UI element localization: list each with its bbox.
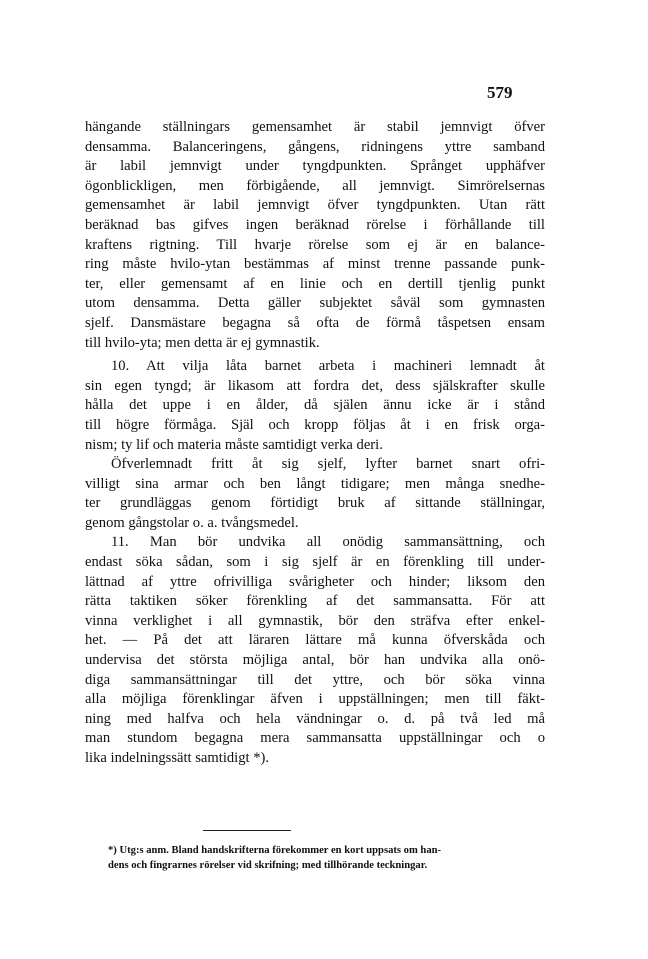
text-line: sjelf. Dansmästare begagna så ofta de förmå tåspetsen ensam <box>85 314 545 331</box>
text-line: vinna verklighet i all gymnastik, bör den sträfva efter enkel- <box>85 612 545 629</box>
paragraph-1 <box>85 118 545 353</box>
text-line: ring måste hvilo-ytan bestämmas af minst trenne passande punk- <box>85 256 545 273</box>
text-line: villigt sina armar och ben långt tidigare; men många snedhe- <box>85 475 545 492</box>
text-line: ning med halfva och hela vändningar o. d. på två led må <box>85 710 545 727</box>
text-line: undervisa det största möjliga antal, bör han undvika alla onö- <box>85 652 545 669</box>
text-line: kraftens rigtning. Till hvarje rörelse som ej är en balance- <box>85 236 545 253</box>
text-line: nism; ty lif och materia måste samtidigt verka deri. <box>85 436 383 453</box>
text-line: 11. Man bör undvika all onödig sammansättning, och <box>111 534 545 551</box>
paragraph-2 <box>85 357 545 533</box>
text-line: 10. Att vilja låta barnet arbeta i machineri lemnadt åt <box>111 358 545 375</box>
text-line: hängande ställningars gemensamhet är stabil jemnvigt öfver <box>85 119 545 135</box>
text-line: sin egen tyngd; är likasom att fordra det, dess själskrafter skulle <box>85 377 545 394</box>
footnote-line: *) Utg:s anm. Bland handskrifterna förekommer en kort uppsats om han- <box>108 845 442 856</box>
text-line: lika indelningssätt samtidigt *). <box>85 750 270 766</box>
text-line: rätta taktiken söker förenkling af det sammansatta. För att <box>85 593 545 610</box>
text-line: ögonblickligen, men förbigående, all jemnvigt. Simrörelsernas <box>85 177 545 194</box>
page-number: 579 <box>487 83 513 102</box>
text-line: alla möjliga förenklingar äfven i uppställningen; men till fäkt- <box>85 691 545 708</box>
text-line: beräknad bas gifves ingen beräknad rörelse i förhållande till <box>85 216 545 233</box>
footnote-rule <box>203 830 291 831</box>
text-line: genom gångstolar o. a. tvångsmedel. <box>85 514 299 531</box>
text-line: till högre förmåga. Själ och kropp följas åt i en frisk orga- <box>85 416 545 433</box>
text-line: är labil jemnvigt under tyngdpunkten. Språnget upphäfver <box>85 158 545 175</box>
text-line: till hvilo-yta; men detta är ej gymnastik. <box>85 334 320 351</box>
text-line: man stundom begagna mera sammansatta uppställningar och o <box>85 730 545 747</box>
footnote-line: dens och fingrarnes rörelser vid skrifning; med tillhörande teckningar. <box>108 860 428 871</box>
text-line: utom densamma. Detta gäller subjektet såväl som gymnasten <box>85 295 545 312</box>
text-line: het. — På det att läraren lättare må kunna öfverskåda och <box>85 632 545 649</box>
text-line: hålla det uppe i en ålder, då själen ännu icke är i stånd <box>85 397 545 414</box>
body-text <box>85 118 545 769</box>
text-line: gemensamhet är labil jemnvigt öfver tyngdpunkten. Utan rätt <box>85 197 545 214</box>
text-line: Öfverlemnadt fritt åt sig sjelf, lyfter barnet snart ofri- <box>111 456 545 473</box>
text-line: lättnad af yttre ofrivilliga svårigheter och hinder; liksom den <box>85 573 545 590</box>
text-line: ter, eller gemensamt af en linie och en dertill tjenlig punkt <box>85 275 545 292</box>
text-line: densamma. Balanceringens, gångens, ridningens yttre samband <box>85 138 545 155</box>
text-line: ter grundläggas genom förtidigt bruk af sittande ställningar, <box>85 495 545 512</box>
footnote <box>108 843 546 873</box>
paragraph-3 <box>85 533 545 768</box>
text-line: endast söka sådan, som i sig sjelf är en förenkling till under- <box>85 554 545 571</box>
text-line: diga sammansättningar till det yttre, och bör söka vinna <box>85 671 545 688</box>
